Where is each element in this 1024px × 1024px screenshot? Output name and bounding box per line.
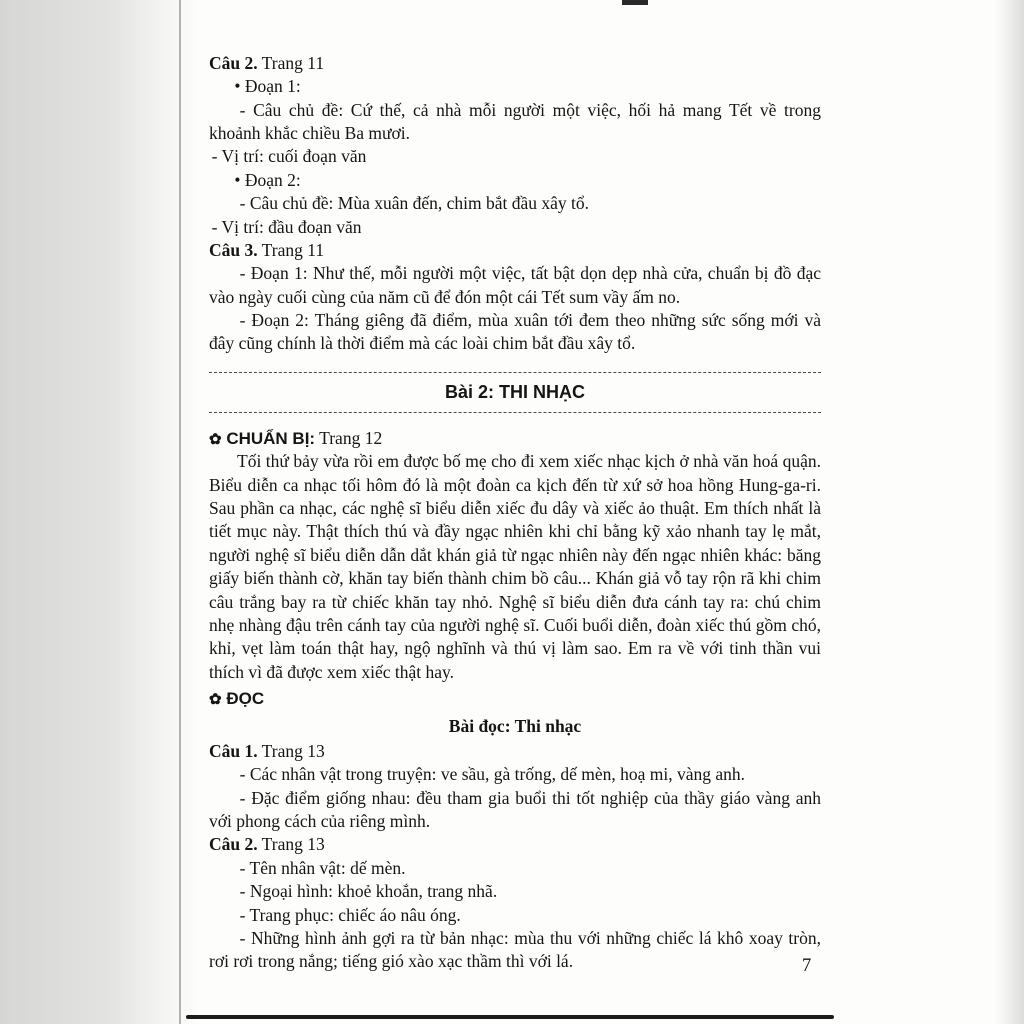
doc-label: ĐỌC [226,688,265,708]
doc-heading [209,688,821,711]
cau2-page-ref: Trang 11 [257,53,325,73]
cau2-line4: - Những hình ảnh gợi ra từ bản nhạc: mùa thu với những chiếc lá khô xoay tròn, rơi rơi trong nắng; tiếng gió xào xạc thầm thì với lá. [209,927,821,972]
cau2-page-ref: Trang 13 [257,834,325,855]
chuanbi-heading [209,427,821,451]
flower-icon: ✿ [209,430,222,448]
cau1-line1: - Các nhân vật trong truyện: ve sầu, gà trống, dế mèn, hoạ mi, vàng anh. [239,764,746,785]
cau1-line2: - Đặc điểm giống nhau: đều tham gia buổi thi tốt nghiệp của thầy giáo vàng anh với phong cách của riêng mình. [209,787,821,832]
page-content [209,52,821,974]
scan-edge-left [0,0,200,1024]
baidoc-title: Bài đọc: Thi nhạc [448,715,582,736]
cau3-trang11-heading [209,239,821,262]
scan-bottom-line [186,1015,834,1019]
doan2-bullet: • Đoạn 2: [234,169,301,190]
chuanbi-page-ref: Trang 12 [315,427,383,448]
doan2-vi-tri: - Vị trí: đầu đoạn văn [211,216,362,237]
cau1-label: Câu 1. [209,741,258,762]
doan1-bullet: • Đoạn 1: [234,76,301,97]
doan2-cau-chu-de: - Câu chủ đề: Mùa xuân đến, chim bắt đầu xây tổ. [239,193,590,214]
cau2-trang11-heading [209,52,821,75]
chuanbi-label: CHUẨN BỊ: [226,428,316,448]
cau2-label: Câu 2. [209,834,258,855]
flower-icon: ✿ [209,690,222,708]
dashed-divider-bottom [209,412,821,413]
cau2-trang13-heading [209,833,821,856]
cau3-label: Câu 3. [209,239,258,260]
cau2-line1: - Tên nhân vật: dế mèn. [239,857,406,878]
cau2-label: Câu 2. [209,53,258,73]
doan1-vi-tri: - Vị trí: cuối đoạn văn [211,146,367,167]
cau1-trang13-heading [209,740,821,763]
cau1-page-ref: Trang 13 [257,741,325,762]
page-number: 7 [802,956,812,976]
doan1-cau-chu-de: - Câu chủ đề: Cứ thế, cả nhà mỗi người một việc, hối hả mang Tết về trong khoảnh khắc chiều Ba mươi. [209,99,821,144]
cau2-line3: - Trang phục: chiếc áo nâu óng. [239,904,461,925]
cau2-line2: - Ngoại hình: khoẻ khoắn, trang nhã. [239,881,498,902]
bai2-title: Bài 2: THI NHẠC [444,381,585,402]
scan-top-mark [622,0,648,5]
bai2-section-header [209,372,821,413]
chuanbi-paragraph: Tối thứ bảy vừa rồi em được bố mẹ cho đi xem xiếc nhạc kịch ở nhà văn hoá quận. Biểu diễn ca nhạc tối hôm đó là một đoàn ca kịch đến từ xứ sở hoa hồng Hung-ga-ri. Sau phần ca nhạc, các nghệ sĩ biểu diễn xiếc đu dây và xiếc ảo thuật. Em thích nhất là tiết mục này. Thật thích thú và đầy ngạc nhiên khi chỉ bằng kỹ xảo nhanh tay lẹ mắt, người nghệ sĩ biểu diễn dẫn dắt khán giả từ ngạc nhiên này đến ngạc nhiên khác: băng giấy biến thành cờ, khăn tay biến thành chim bồ câu... Khán giả vỗ tay rộn rã khi chim câu trắng bay ra từ chiếc khăn tay nhỏ. Nghệ sĩ biểu diễn đưa cánh tay ra: chú chim nhẹ nhàng đậu trên cánh tay của người nghệ sĩ. Cuối buổi diễn, đoàn xiếc thú gồm chó, khỉ, vẹt làm toán thật hay, ngộ nghĩnh và thú vị làm sao. Em ra về với tinh thần vui thích vì đã được xem xiếc thật hay. [209,451,821,682]
cau3-page-ref: Trang 11 [257,239,325,260]
scan-fold-line [179,0,181,1024]
scan-edge-right [994,0,1024,1024]
cau3-doan2: - Đoạn 2: Tháng giêng đã điểm, mùa xuân tới đem theo những sức sống mới và đây cũng chính là thời điểm mà các loài chim bắt đầu xây tổ. [209,309,821,354]
cau3-doan1: - Đoạn 1: Như thế, mỗi người một việc, tất bật dọn dẹp nhà cửa, chuẩn bị đồ đạc vào ngày cuối cùng của năm cũ để đón một cái Tết sum vầy ấm no. [209,263,821,307]
